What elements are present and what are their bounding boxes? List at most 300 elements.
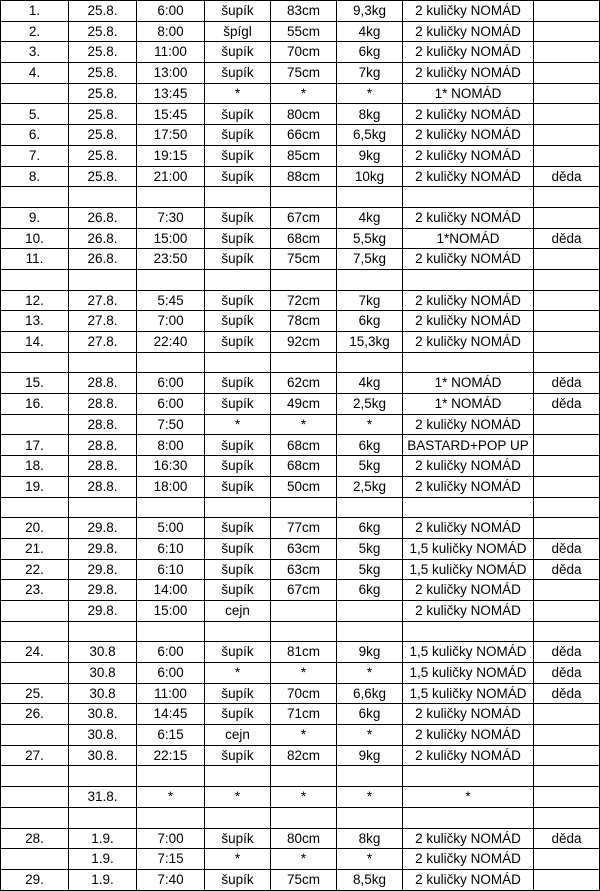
date-cell xyxy=(69,621,137,642)
bait-cell: 2 kuličky NOMÁD xyxy=(403,456,534,477)
time-cell: 6:10 xyxy=(137,538,205,559)
angler-cell xyxy=(534,21,600,42)
table-row xyxy=(1,21,600,42)
time-cell: 7:00 xyxy=(137,311,205,332)
spacer-row xyxy=(1,807,600,828)
angler-cell: děda xyxy=(534,559,600,580)
length-cell: * xyxy=(271,849,337,870)
date-cell: 1.9. xyxy=(69,828,137,849)
catch-number-cell xyxy=(1,83,69,104)
table-row xyxy=(1,228,600,249)
bait-cell: 2 kuličky NOMÁD xyxy=(403,145,534,166)
table-row xyxy=(1,580,600,601)
angler-cell xyxy=(534,42,600,63)
date-cell: 31.8. xyxy=(69,787,137,808)
bait-cell: 2 kuličky NOMÁD xyxy=(403,311,534,332)
weight-cell: 5kg xyxy=(337,538,403,559)
time-cell: 5:00 xyxy=(137,518,205,539)
length-cell xyxy=(271,269,337,290)
catch-number-cell: 9. xyxy=(1,207,69,228)
time-cell: 18:00 xyxy=(137,476,205,497)
weight-cell: * xyxy=(337,83,403,104)
weight-cell: 7,5kg xyxy=(337,249,403,270)
catch-number-cell xyxy=(1,352,69,373)
catch-number-cell xyxy=(1,414,69,435)
time-cell: 6:10 xyxy=(137,559,205,580)
weight-cell: 8,5kg xyxy=(337,869,403,890)
date-cell: 30.8 xyxy=(69,683,137,704)
bait-cell: 1,5 kuličky NOMÁD xyxy=(403,663,534,684)
length-cell: 70cm xyxy=(271,683,337,704)
time-cell: 14:00 xyxy=(137,580,205,601)
species-cell: šupík xyxy=(205,745,271,766)
weight-cell: 8kg xyxy=(337,828,403,849)
bait-cell: 2 kuličky NOMÁD xyxy=(403,21,534,42)
angler-cell xyxy=(534,145,600,166)
species-cell: * xyxy=(205,414,271,435)
time-cell: 15:00 xyxy=(137,600,205,621)
length-cell: * xyxy=(271,725,337,746)
length-cell: * xyxy=(271,414,337,435)
bait-cell: 2 kuličky NOMÁD xyxy=(403,580,534,601)
weight-cell xyxy=(337,766,403,787)
length-cell: * xyxy=(271,663,337,684)
table-row xyxy=(1,869,600,890)
catch-number-cell xyxy=(1,807,69,828)
table-row xyxy=(1,600,600,621)
weight-cell: 8kg xyxy=(337,104,403,125)
catch-number-cell: 5. xyxy=(1,104,69,125)
angler-cell xyxy=(534,125,600,146)
catch-number-cell: 28. xyxy=(1,828,69,849)
bait-cell xyxy=(403,497,534,518)
table-row xyxy=(1,83,600,104)
angler-cell: děda xyxy=(534,228,600,249)
angler-cell xyxy=(534,414,600,435)
species-cell xyxy=(205,766,271,787)
species-cell xyxy=(205,269,271,290)
bait-cell: 2 kuličky NOMÁD xyxy=(403,1,534,22)
species-cell: šupík xyxy=(205,456,271,477)
date-cell: 29.8. xyxy=(69,559,137,580)
bait-cell: 2 kuličky NOMÁD xyxy=(403,414,534,435)
catch-number-cell: 3. xyxy=(1,42,69,63)
date-cell xyxy=(69,269,137,290)
catch-number-cell xyxy=(1,497,69,518)
time-cell: 17:50 xyxy=(137,125,205,146)
length-cell: 71cm xyxy=(271,704,337,725)
angler-cell xyxy=(534,290,600,311)
length-cell: 78cm xyxy=(271,311,337,332)
catch-number-cell: 13. xyxy=(1,311,69,332)
angler-cell xyxy=(534,207,600,228)
weight-cell: 5kg xyxy=(337,456,403,477)
weight-cell: 6kg xyxy=(337,518,403,539)
species-cell: * xyxy=(205,787,271,808)
length-cell: 66cm xyxy=(271,125,337,146)
weight-cell: 9,3kg xyxy=(337,1,403,22)
species-cell: šupík xyxy=(205,559,271,580)
angler-cell xyxy=(534,435,600,456)
species-cell: šupík xyxy=(205,145,271,166)
date-cell: 1.9. xyxy=(69,869,137,890)
bait-cell: 1,5 kuličky NOMÁD xyxy=(403,683,534,704)
catch-number-cell: 10. xyxy=(1,228,69,249)
time-cell: 16:30 xyxy=(137,456,205,477)
date-cell: 30.8 xyxy=(69,642,137,663)
weight-cell xyxy=(337,807,403,828)
species-cell: * xyxy=(205,663,271,684)
bait-cell: 2 kuličky NOMÁD xyxy=(403,745,534,766)
angler-cell xyxy=(534,63,600,84)
length-cell: 72cm xyxy=(271,290,337,311)
catch-number-cell: 12. xyxy=(1,290,69,311)
date-cell xyxy=(69,807,137,828)
catch-number-cell: 17. xyxy=(1,435,69,456)
catch-number-cell: 2. xyxy=(1,21,69,42)
species-cell: šupík xyxy=(205,828,271,849)
species-cell xyxy=(205,497,271,518)
table-row xyxy=(1,683,600,704)
weight-cell: 7kg xyxy=(337,290,403,311)
catch-log-body xyxy=(1,1,600,891)
spacer-row xyxy=(1,352,600,373)
length-cell: 81cm xyxy=(271,642,337,663)
time-cell: 14:45 xyxy=(137,704,205,725)
table-row xyxy=(1,704,600,725)
table-row xyxy=(1,249,600,270)
time-cell: 11:00 xyxy=(137,42,205,63)
species-cell: šupík xyxy=(205,538,271,559)
date-cell: 25.8. xyxy=(69,104,137,125)
date-cell: 1.9. xyxy=(69,849,137,870)
weight-cell: 4kg xyxy=(337,21,403,42)
angler-cell xyxy=(534,725,600,746)
weight-cell: 6,5kg xyxy=(337,125,403,146)
species-cell xyxy=(205,352,271,373)
time-cell: 6:00 xyxy=(137,642,205,663)
catch-number-cell: 22. xyxy=(1,559,69,580)
bait-cell: 2 kuličky NOMÁD xyxy=(403,725,534,746)
time-cell: 15:45 xyxy=(137,104,205,125)
bait-cell: 2 kuličky NOMÁD xyxy=(403,42,534,63)
angler-cell xyxy=(534,787,600,808)
bait-cell: 2 kuličky NOMÁD xyxy=(403,518,534,539)
length-cell: 75cm xyxy=(271,63,337,84)
catch-number-cell xyxy=(1,663,69,684)
bait-cell xyxy=(403,352,534,373)
bait-cell: 1* NOMÁD xyxy=(403,394,534,415)
spacer-row xyxy=(1,269,600,290)
catch-number-cell: 27. xyxy=(1,745,69,766)
weight-cell: 15,3kg xyxy=(337,332,403,353)
bait-cell: BASTARD+POP UP xyxy=(403,435,534,456)
table-row xyxy=(1,311,600,332)
length-cell xyxy=(271,187,337,208)
species-cell: šupík xyxy=(205,683,271,704)
weight-cell: * xyxy=(337,414,403,435)
angler-cell xyxy=(534,456,600,477)
time-cell: 6:00 xyxy=(137,1,205,22)
angler-cell xyxy=(534,518,600,539)
species-cell: šupík xyxy=(205,63,271,84)
date-cell: 30.8. xyxy=(69,725,137,746)
time-cell xyxy=(137,352,205,373)
table-row xyxy=(1,642,600,663)
length-cell: 88cm xyxy=(271,166,337,187)
table-row xyxy=(1,435,600,456)
bait-cell: 1,5 kuličky NOMÁD xyxy=(403,642,534,663)
length-cell: 49cm xyxy=(271,394,337,415)
bait-cell: 1* NOMÁD xyxy=(403,83,534,104)
catch-number-cell: 23. xyxy=(1,580,69,601)
table-row xyxy=(1,518,600,539)
species-cell: šupík xyxy=(205,1,271,22)
weight-cell: 7kg xyxy=(337,63,403,84)
length-cell xyxy=(271,621,337,642)
bait-cell: * xyxy=(403,787,534,808)
catch-number-cell: 29. xyxy=(1,869,69,890)
date-cell: 27.8. xyxy=(69,311,137,332)
table-row xyxy=(1,559,600,580)
time-cell: 7:40 xyxy=(137,869,205,890)
date-cell: 28.8. xyxy=(69,394,137,415)
table-row xyxy=(1,63,600,84)
catch-number-cell: 16. xyxy=(1,394,69,415)
date-cell: 28.8. xyxy=(69,435,137,456)
date-cell: 27.8. xyxy=(69,290,137,311)
bait-cell: 2 kuličky NOMÁD xyxy=(403,290,534,311)
spacer-row xyxy=(1,497,600,518)
species-cell: * xyxy=(205,83,271,104)
catch-number-cell xyxy=(1,269,69,290)
species-cell: šupík xyxy=(205,125,271,146)
angler-cell xyxy=(534,311,600,332)
time-cell: 11:00 xyxy=(137,683,205,704)
time-cell xyxy=(137,497,205,518)
angler-cell xyxy=(534,1,600,22)
length-cell: 75cm xyxy=(271,249,337,270)
catch-number-cell: 25. xyxy=(1,683,69,704)
bait-cell: 2 kuličky NOMÁD xyxy=(403,104,534,125)
time-cell: 7:15 xyxy=(137,849,205,870)
length-cell: 85cm xyxy=(271,145,337,166)
date-cell: 27.8. xyxy=(69,332,137,353)
angler-cell xyxy=(534,766,600,787)
angler-cell xyxy=(534,187,600,208)
length-cell: 63cm xyxy=(271,538,337,559)
length-cell xyxy=(271,352,337,373)
table-row xyxy=(1,849,600,870)
species-cell: šupík xyxy=(205,518,271,539)
date-cell: 26.8. xyxy=(69,249,137,270)
bait-cell: 2 kuličky NOMÁD xyxy=(403,166,534,187)
time-cell: 21:00 xyxy=(137,166,205,187)
length-cell: * xyxy=(271,83,337,104)
bait-cell xyxy=(403,269,534,290)
length-cell: 68cm xyxy=(271,456,337,477)
time-cell: 7:00 xyxy=(137,828,205,849)
table-row xyxy=(1,538,600,559)
date-cell xyxy=(69,766,137,787)
weight-cell: * xyxy=(337,725,403,746)
species-cell: šupík xyxy=(205,580,271,601)
weight-cell: 4kg xyxy=(337,373,403,394)
angler-cell xyxy=(534,476,600,497)
weight-cell: 5kg xyxy=(337,559,403,580)
species-cell xyxy=(205,807,271,828)
length-cell: 75cm xyxy=(271,869,337,890)
bait-cell: 2 kuličky NOMÁD xyxy=(403,332,534,353)
catch-number-cell: 18. xyxy=(1,456,69,477)
table-row xyxy=(1,725,600,746)
length-cell: 55cm xyxy=(271,21,337,42)
catch-number-cell: 15. xyxy=(1,373,69,394)
table-row xyxy=(1,104,600,125)
angler-cell xyxy=(534,704,600,725)
time-cell: 7:30 xyxy=(137,207,205,228)
weight-cell: 5,5kg xyxy=(337,228,403,249)
spacer-row xyxy=(1,621,600,642)
time-cell: 8:00 xyxy=(137,21,205,42)
catch-number-cell: 4. xyxy=(1,63,69,84)
date-cell: 28.8. xyxy=(69,373,137,394)
catch-number-cell: 14. xyxy=(1,332,69,353)
bait-cell: 2 kuličky NOMÁD xyxy=(403,125,534,146)
length-cell: 70cm xyxy=(271,42,337,63)
table-row xyxy=(1,125,600,146)
table-row xyxy=(1,828,600,849)
species-cell: cejn xyxy=(205,600,271,621)
species-cell: šupík xyxy=(205,104,271,125)
time-cell: 15:00 xyxy=(137,228,205,249)
catch-number-cell: 7. xyxy=(1,145,69,166)
date-cell: 30.8. xyxy=(69,704,137,725)
angler-cell xyxy=(534,497,600,518)
table-row xyxy=(1,745,600,766)
weight-cell: 4kg xyxy=(337,207,403,228)
angler-cell: děda xyxy=(534,828,600,849)
length-cell xyxy=(271,600,337,621)
table-row xyxy=(1,207,600,228)
length-cell: * xyxy=(271,787,337,808)
species-cell: šupík xyxy=(205,642,271,663)
time-cell xyxy=(137,269,205,290)
weight-cell: 10kg xyxy=(337,166,403,187)
length-cell: 80cm xyxy=(271,828,337,849)
weight-cell: 9kg xyxy=(337,642,403,663)
length-cell: 82cm xyxy=(271,745,337,766)
length-cell: 67cm xyxy=(271,207,337,228)
spacer-row xyxy=(1,766,600,787)
date-cell: 30.8. xyxy=(69,745,137,766)
weight-cell xyxy=(337,497,403,518)
angler-cell: děda xyxy=(534,642,600,663)
angler-cell xyxy=(534,807,600,828)
table-row xyxy=(1,145,600,166)
angler-cell xyxy=(534,580,600,601)
table-row xyxy=(1,290,600,311)
bait-cell: 2 kuličky NOMÁD xyxy=(403,828,534,849)
date-cell xyxy=(69,187,137,208)
catch-number-cell: 8. xyxy=(1,166,69,187)
angler-cell: děda xyxy=(534,663,600,684)
weight-cell: * xyxy=(337,663,403,684)
table-row xyxy=(1,787,600,808)
date-cell: 28.8. xyxy=(69,414,137,435)
bait-cell: 2 kuličky NOMÁD xyxy=(403,849,534,870)
length-cell xyxy=(271,497,337,518)
time-cell: 7:50 xyxy=(137,414,205,435)
species-cell: šupík xyxy=(205,311,271,332)
catch-number-cell: 19. xyxy=(1,476,69,497)
table-row xyxy=(1,456,600,477)
species-cell: šupík xyxy=(205,869,271,890)
catch-number-cell xyxy=(1,725,69,746)
species-cell: cejn xyxy=(205,725,271,746)
catch-number-cell: 6. xyxy=(1,125,69,146)
weight-cell: 6kg xyxy=(337,704,403,725)
species-cell: šupík xyxy=(205,249,271,270)
weight-cell: 6kg xyxy=(337,580,403,601)
species-cell: špígl xyxy=(205,21,271,42)
catch-number-cell xyxy=(1,787,69,808)
catch-number-cell xyxy=(1,766,69,787)
weight-cell: * xyxy=(337,787,403,808)
table-row xyxy=(1,394,600,415)
length-cell: 68cm xyxy=(271,435,337,456)
time-cell: 5:45 xyxy=(137,290,205,311)
time-cell: 6:00 xyxy=(137,663,205,684)
angler-cell xyxy=(534,269,600,290)
time-cell: 19:15 xyxy=(137,145,205,166)
angler-cell: děda xyxy=(534,166,600,187)
length-cell: 80cm xyxy=(271,104,337,125)
length-cell: 68cm xyxy=(271,228,337,249)
date-cell: 29.8. xyxy=(69,580,137,601)
species-cell: * xyxy=(205,849,271,870)
weight-cell xyxy=(337,187,403,208)
bait-cell: 1*NOMÁD xyxy=(403,228,534,249)
weight-cell: 9kg xyxy=(337,145,403,166)
date-cell xyxy=(69,352,137,373)
angler-cell xyxy=(534,249,600,270)
time-cell: 6:15 xyxy=(137,725,205,746)
catch-number-cell xyxy=(1,849,69,870)
table-row xyxy=(1,663,600,684)
angler-cell: děda xyxy=(534,683,600,704)
date-cell: 25.8. xyxy=(69,125,137,146)
weight-cell xyxy=(337,352,403,373)
angler-cell xyxy=(534,869,600,890)
weight-cell: 6kg xyxy=(337,311,403,332)
time-cell: 22:15 xyxy=(137,745,205,766)
length-cell: 50cm xyxy=(271,476,337,497)
catch-number-cell: 21. xyxy=(1,538,69,559)
bait-cell: 1,5 kuličky NOMÁD xyxy=(403,538,534,559)
weight-cell: 2,5kg xyxy=(337,476,403,497)
time-cell xyxy=(137,807,205,828)
angler-cell: děda xyxy=(534,373,600,394)
weight-cell: * xyxy=(337,849,403,870)
bait-cell: 2 kuličky NOMÁD xyxy=(403,869,534,890)
date-cell: 26.8. xyxy=(69,207,137,228)
length-cell: 62cm xyxy=(271,373,337,394)
length-cell: 92cm xyxy=(271,332,337,353)
species-cell: šupík xyxy=(205,207,271,228)
catch-number-cell: 20. xyxy=(1,518,69,539)
date-cell: 25.8. xyxy=(69,42,137,63)
